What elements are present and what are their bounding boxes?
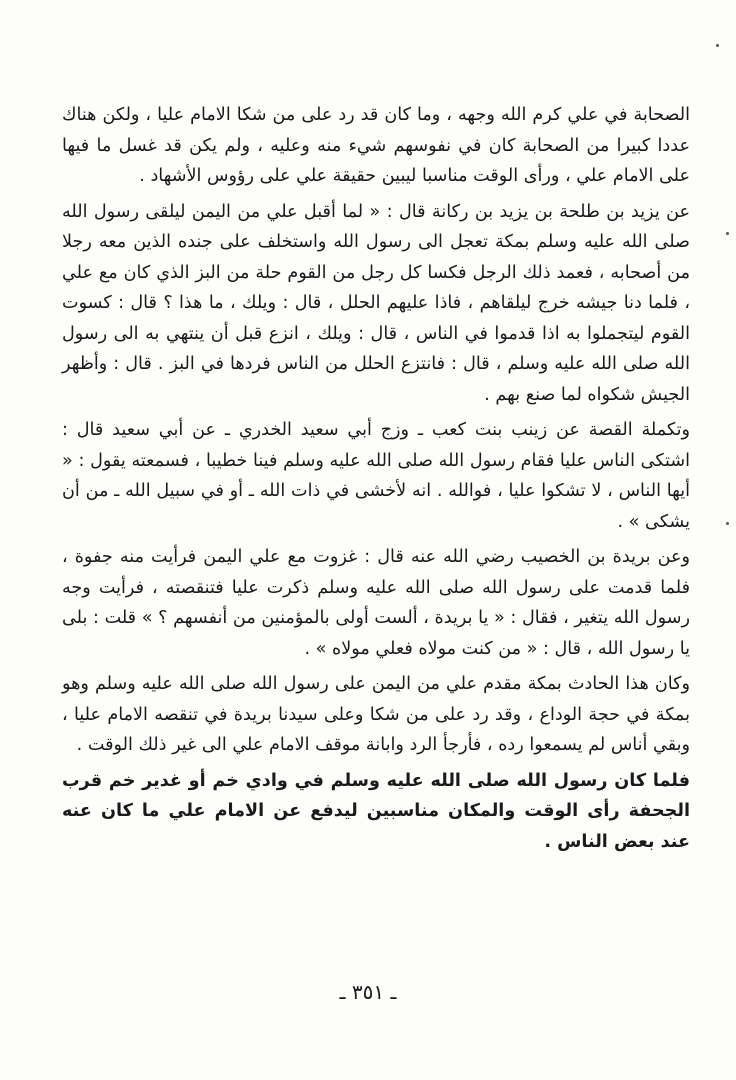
page-number: ـ ٣٥١ ـ (339, 980, 397, 1004)
paragraph-5: وكان هذا الحادث بمكة مقدم علي من اليمن على رسول الله صلى الله عليه وسلم وهو بمكة في حجة الوداع ، وقد رد على من شكا وعلى سيدنا بريدة في تنقصه الامام عليا ، وبقي أناس لم يسمعوا رده ، فأرجأ الرد وابانة موقف الامام علي الى غير ذلك الوقت . (62, 674, 690, 755)
scan-speck (726, 522, 729, 525)
scan-speck (726, 232, 729, 235)
paragraph-6: فلما كان رسول الله صلى الله عليه وسلم في وادي خم أو غدير خم قرب الجحفة رأى الوقت والمكان مناسبين ليدفع عن الامام علي ما كان عنه عند بعض الناس . (62, 770, 690, 852)
paragraph-1: الصحابة في علي كرم الله وجهه ، وما كان قد رد على من شكا الامام عليا ، ولكن هناك عددا كبيرا من الصحابة كان في نفوسهم شيء منه وعليه ، ولم يكن قد غسل ما فيها على الامام علي ، ورأى الوقت مناسبا ليبين حقيقة علي على رؤوس الأشهاد . (62, 105, 690, 186)
page-body (62, 100, 690, 857)
paragraph-4: وعن بريدة بن الخصيب رضي الله عنه قال : غزوت مع علي اليمن فرأيت منه جفوة ، فلما قدمت على رسول الله صلى الله عليه وسلم ذكرت عليا فتنقصته ، فرأيت وجه رسول الله يتغير ، فقال : « يا بريدة ، ألست أولى بالمؤمنين من أنفسهم ؟ » قلت : بلى يا رسول الله ، قال : « من كنت مولاه فعلي مولاه » . (62, 547, 690, 659)
paragraph-2: عن يزيد بن طلحة بن يزيد بن ركانة قال : « لما أقبل علي من اليمن ليلقى رسول الله صلى الله عليه وسلم بمكة تعجل الى رسول الله واستخلف على جنده الذين معه رجلا من أصحابه ، فعمد ذلك الرجل فكسا كل رجل من القوم حلة من البز الذي كان مع علي ، فلما دنا جيشه خرج ليلقاهم ، فاذا عليهم الحلل ، قال : ويلك ، ما هذا ؟ قال : كسوت القوم ليتجملوا به اذا قدموا في الناس ، قال : ويلك ، انزع قبل أن ينتهي به الى رسول الله صلى الله عليه وسلم ، قال : فانتزع الحلل من الناس فردها في البز . قال : وأظهر الجيش شكواه لما صنع بهم . (62, 201, 690, 405)
paragraph-3: وتكملة القصة عن زينب بنت كعب ـ وزج أبي سعيد الخدري ـ عن أبي سعيد قال : اشتكى الناس عليا فقام رسول الله صلى الله عليه وسلم فينا خطيبا ، فسمعته يقول : « أيها الناس ، لا تشكوا عليا ، فوالله . انه لأخشى في ذات الله ـ أو في سبيل الله ـ من أن يشكى » . (62, 420, 690, 532)
scan-speck (716, 44, 719, 47)
